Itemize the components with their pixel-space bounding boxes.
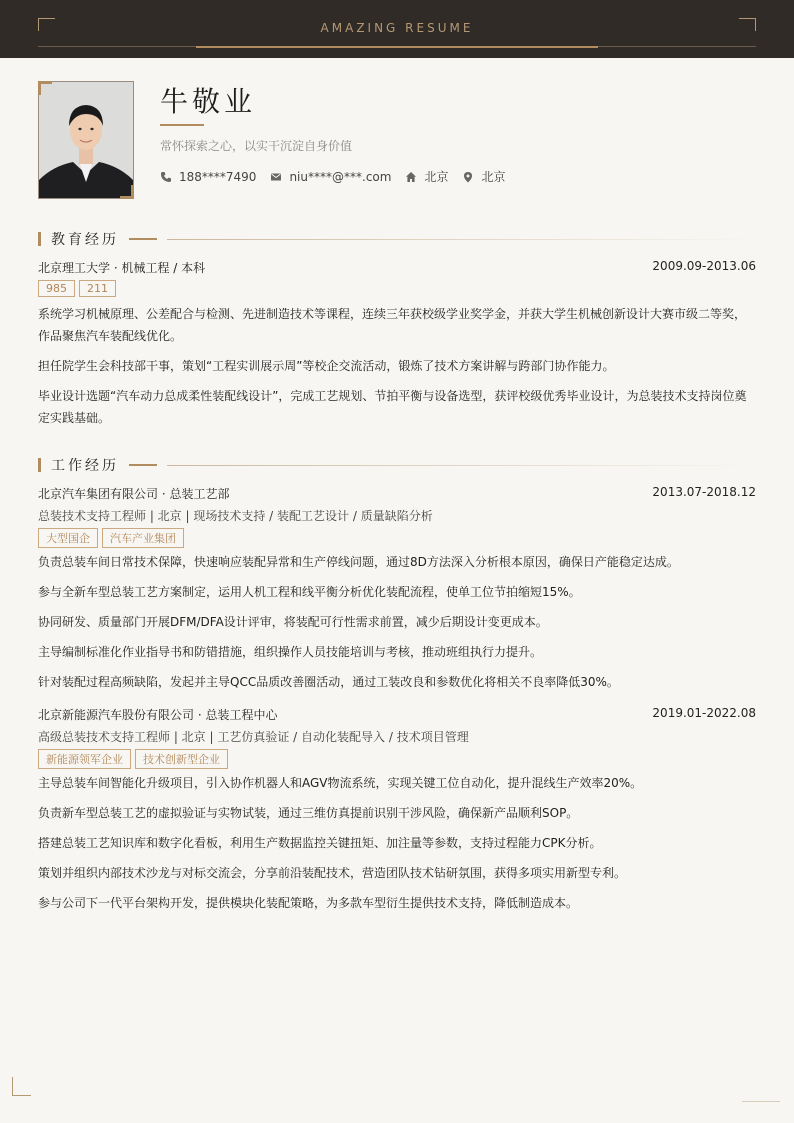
name-underline: [160, 124, 204, 126]
job-period: 2013.07-2018.12: [652, 485, 756, 499]
job-entry-header: [38, 706, 756, 723]
phone-icon: [160, 171, 172, 183]
company-name: 北京汽车集团有限公司 · 总装工艺部: [38, 487, 230, 501]
header-banner: [0, 0, 794, 58]
motto: 常怀探索之心，以实干沉淀自身价值: [160, 139, 353, 153]
job-tags: [38, 528, 188, 548]
education-paragraph: 毕业设计选题“汽车动力总成柔性装配线设计”，完成工艺规划、节拍平衡与设备选型，获评校级优秀毕业设计，为总装技术支持岗位奠定实践基础。: [38, 389, 747, 425]
job-bullet: 协同研发、质量部门开展DFM/DFA设计评审，将装配可行性需求前置，减少后期设计变更成本。: [38, 615, 548, 629]
phone-number: 188****7490: [179, 169, 257, 184]
job-role: 总装技术支持工程师 | 北京 | 现场技术支持 / 装配工艺设计 / 质量缺陷分析: [38, 509, 433, 523]
photo-corner-ornament: [38, 81, 52, 95]
home-icon: [405, 171, 417, 183]
job-entry-header: [38, 485, 756, 502]
contact-bar: [160, 168, 519, 185]
job-bullet: 负责总装车间日常技术保障，快速响应装配异常和生产停线问题，通过8D方法深入分析根本原因，确保日产能稳定达成。: [38, 555, 679, 569]
job-bullet: 主导总装车间智能化升级项目，引入协作机器人和AGV物流系统，实现关键工位自动化，提升混线生产效率20%。: [38, 776, 643, 790]
tag: 新能源领军企业: [38, 749, 131, 769]
current-location: 北京: [481, 170, 506, 184]
hometown: 北京: [424, 170, 449, 184]
work-section-header: [38, 456, 756, 474]
location-pin-icon: [462, 171, 474, 183]
job-bullet: 搭建总装工艺知识库和数字化看板，利用生产数据监控关键扭矩、加注量等参数，支持过程能力CPK分析。: [38, 836, 602, 850]
banner-rule-accent: [196, 46, 598, 48]
candidate-name: 牛敬业: [160, 85, 257, 118]
section-title: 教育经历: [51, 232, 119, 248]
school-name: 北京理工大学 · 机械工程 / 本科: [38, 261, 206, 275]
mail-icon: [270, 171, 282, 183]
tag: 大型国企: [38, 528, 98, 548]
job-bullet: 针对装配过程高频缺陷，发起并主导QCC品质改善圈活动，通过工装改良和参数优化将相关不良率降低30%。: [38, 675, 619, 689]
job-bullet: 参与全新车型总装工艺方案制定，运用人机工程和线平衡分析优化装配流程，使单工位节拍缩短15%。: [38, 585, 581, 599]
contact-email: [270, 170, 391, 184]
job-tags: [38, 749, 232, 769]
education-paragraph: 担任院学生会科技部干事，策划“工程实训展示周”等校企交流活动，锻炼了技术方案讲解与跨部门协作能力。: [38, 359, 615, 373]
person-portrait-icon: [39, 82, 133, 198]
education-period: 2009.09-2013.06: [652, 259, 756, 273]
contact-location: [462, 168, 505, 185]
job-period: 2019.01-2022.08: [652, 706, 756, 720]
avatar: [38, 81, 134, 199]
job-bullet: 参与公司下一代平台架构开发，提供模块化装配策略，为多款车型衍生提供技术支持，降低制造成本。: [38, 896, 579, 910]
footer-rule: [742, 1101, 780, 1102]
company-name: 北京新能源汽车股份有限公司 · 总装工程中心: [38, 708, 278, 722]
education-paragraph: 系统学习机械原理、公差配合与检测、先进制造技术等课程，连续三年获校级学业奖学金，并获大学生机械创新设计大赛市级二等奖，作品聚焦汽车装配线优化。: [38, 307, 747, 343]
education-section-header: [38, 230, 756, 248]
contact-phone: [160, 170, 256, 184]
job-bullet: 策划并组织内部技术沙龙与对标交流会，分享前沿装配技术，营造团队技术钻研氛围，获得多项实用新型专利。: [38, 866, 627, 880]
email-address: niu****@***.com: [289, 169, 392, 184]
education-entry-header: [38, 259, 756, 276]
tag: 985: [38, 280, 75, 297]
footer-corner-ornament: [12, 1077, 31, 1096]
tag: 技术创新型企业: [135, 749, 228, 769]
job-bullet: 主导编制标准化作业指导书和防错措施，组织操作人员技能培训与考核，推动班组执行力提升。: [38, 645, 543, 659]
job-bullet: 负责新车型总装工艺的虚拟验证与实物试装，通过三维仿真提前识别干涉风险，确保新产品顺利SOP。: [38, 806, 579, 820]
contact-hometown: [405, 168, 448, 185]
job-role: 高级总装技术支持工程师 | 北京 | 工艺仿真验证 / 自动化装配导入 / 技术项目管理: [38, 730, 469, 744]
profile-photo: [38, 81, 134, 199]
photo-corner-ornament: [120, 185, 134, 199]
section-title: 工作经历: [51, 458, 119, 474]
tag: 211: [79, 280, 116, 297]
education-tags: [38, 280, 120, 297]
banner-title: AMAZING RESUME: [320, 21, 474, 35]
tag: 汽车产业集团: [102, 528, 184, 548]
